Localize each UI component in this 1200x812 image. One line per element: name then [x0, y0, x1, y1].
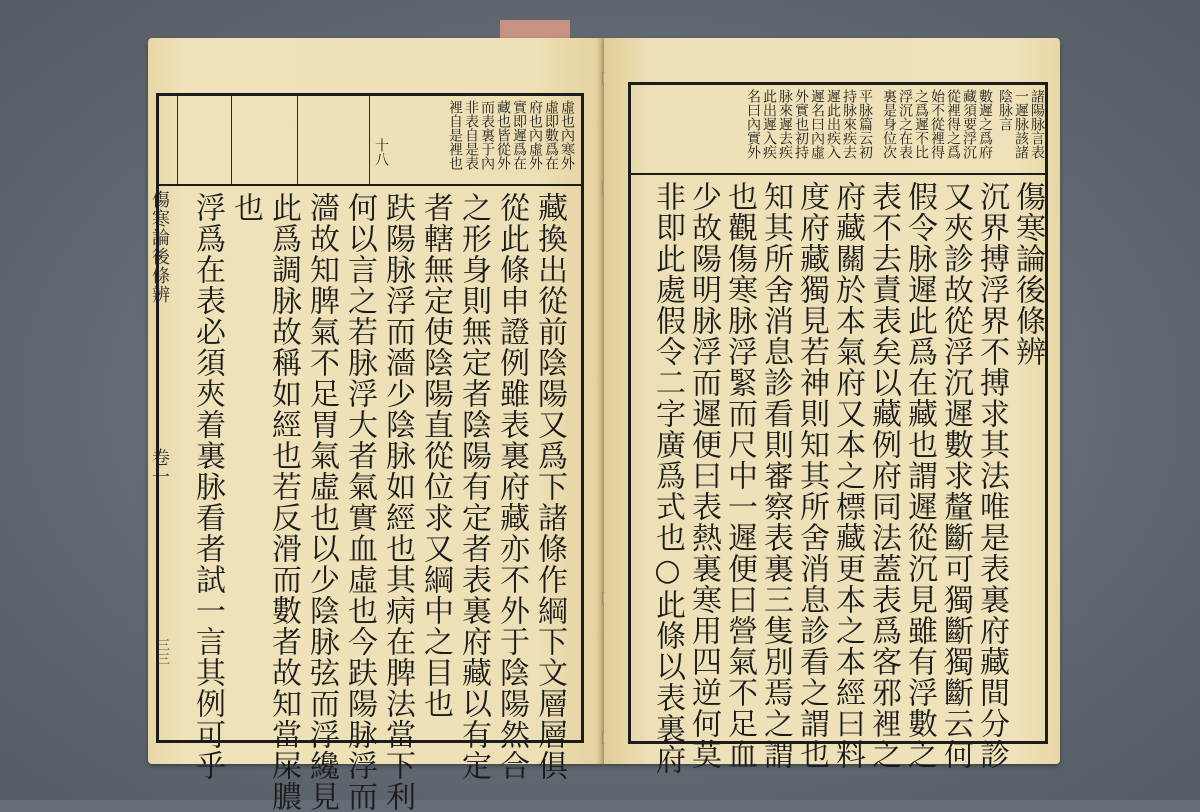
- commentary-column: 遲名曰內虛: [809, 89, 825, 159]
- ruled-line: [177, 96, 178, 184]
- commentary-column: 裡自是裡也: [447, 100, 463, 170]
- chapter-heading: 傷寒論後條辨: [1010, 181, 1045, 367]
- margin-title: 傷寒論後條辨: [149, 190, 170, 304]
- header-divider: [631, 173, 1045, 175]
- commentary-column: 始不從裡得: [929, 89, 945, 159]
- commentary-column: 數遲之爲府: [977, 89, 993, 159]
- main-text-column: 趺陽脉浮而濇少陰脉如經也其病在脾法當下利: [380, 192, 415, 812]
- main-text-column: 又夾診故從浮沉遲數求釐斷可獨斷獨斷云何: [938, 181, 973, 770]
- main-text-column: 表不去責表矣以藏例府同法蓋表爲客邪裡之: [866, 181, 901, 770]
- main-text-column: 從此條申證例雖表裏府藏亦不外于陰陽然合: [494, 192, 529, 781]
- right-page: [604, 38, 1060, 775]
- commentary-column: 遲此出疾入: [825, 89, 841, 159]
- commentary-column: 藏也皆從外: [495, 100, 511, 170]
- ruled-line: [297, 96, 298, 184]
- commentary-column: 藏須要浮沉: [961, 89, 977, 159]
- main-text-column: 非即此處假令二字廣爲式也○此條以表裏府: [650, 181, 685, 775]
- commentary-column: 一遲脉該諸: [1013, 89, 1029, 159]
- folio-number: 三三: [154, 638, 169, 666]
- main-text-column: 知其所舍消息診看則審察表裏三隻別焉之謂: [758, 181, 793, 770]
- commentary-column: 之爲遲不比: [913, 89, 929, 159]
- left-text-frame: [156, 93, 584, 812]
- main-text-column: 也: [228, 192, 263, 223]
- left-page: [148, 38, 604, 812]
- commentary-column: 陰脉言: [997, 89, 1013, 131]
- main-text-column: 者轄無定使陰陽直從位求又綱中之目也: [418, 192, 453, 719]
- main-text-column: 府藏關於本氣府又本之標藏更本之本經曰料: [830, 181, 865, 770]
- main-text-column: 此爲調脉故稱如經也若反滑而數者故知當屎膿: [266, 192, 301, 812]
- commentary-column: 脉來遲去疾: [777, 89, 793, 159]
- main-text-column: 何以言之若脉浮大者氣實血虛也今趺陽脉浮而: [342, 192, 377, 812]
- open-book: [148, 32, 1064, 812]
- ruled-line: [231, 96, 232, 184]
- main-text-column: 沉界搏浮界不搏求其法唯是表裏府藏間分診: [974, 181, 1009, 770]
- commentary-column: 虛也內寒外: [559, 100, 575, 170]
- main-text-column: 浮爲在表必須夾着裏脉看者試一言其例可乎: [190, 192, 225, 781]
- commentary-column: 持脉來疾去: [841, 89, 857, 159]
- folio-top: 十八: [373, 138, 389, 166]
- main-text-column: 假令脉遲此爲在藏也謂遲從沉見雖有浮數之: [902, 181, 937, 770]
- commentary-column: 實即遲爲在: [511, 100, 527, 170]
- main-text-column: 度府藏獨見若神則知其所舍消息診看之謂也: [794, 181, 829, 770]
- commentary-column: 府也內虛外: [527, 100, 543, 170]
- main-text-column: 也觀傷寒脉浮緊而尺中一遲便曰營氣不足血: [722, 181, 757, 770]
- right-text-frame: [628, 82, 1048, 775]
- commentary-column: 名曰內實外: [745, 89, 761, 159]
- main-text-column: 藏換出從前陰陽又爲下諸條作綱下文層層俱: [532, 192, 567, 781]
- commentary-column: 裏是身位次: [881, 89, 897, 159]
- commentary-column: 諸陽脉言表: [1029, 89, 1045, 159]
- commentary-column: 此出遲入疾: [761, 89, 777, 159]
- main-text-column: 少故陽明脉浮而遲便曰表熱裏寒用四逆何莫: [686, 181, 721, 770]
- commentary-column: 浮沉之在表: [897, 89, 913, 159]
- commentary-column: 虛即數爲在: [543, 100, 559, 170]
- main-text-column: 之形身則無定者陰陽有定者表裏府藏以有定: [456, 192, 491, 781]
- ruled-line: [369, 96, 370, 184]
- commentary-column: 外實也初持: [793, 89, 809, 159]
- header-divider: [159, 184, 581, 186]
- commentary-column: 非表自是表: [463, 100, 479, 170]
- main-text-column: 濇故知脾氣不足胃氣虛也以少陰脉弦而浮纔見: [304, 192, 339, 812]
- commentary-column: 而表裏于內: [479, 100, 495, 170]
- margin-volume: 卷一: [149, 448, 170, 486]
- commentary-column: 從裡得之爲: [945, 89, 961, 159]
- commentary-column: 平脉篇云初: [857, 89, 873, 159]
